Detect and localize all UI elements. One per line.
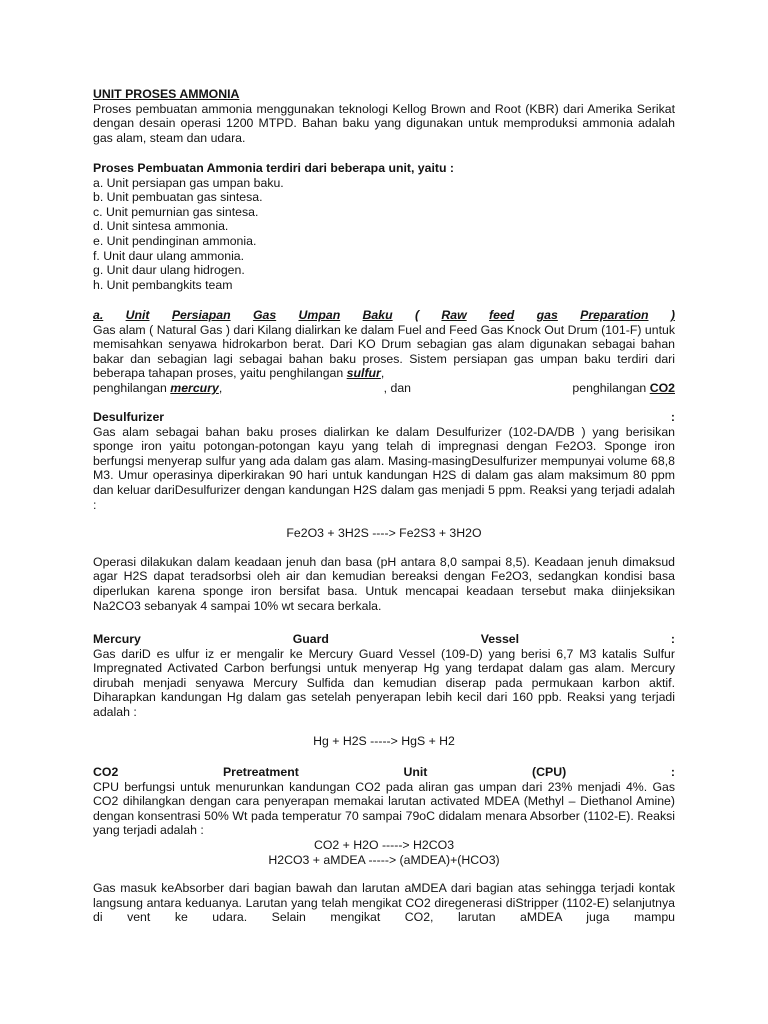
desulfurizer-body-2: Operasi dilakukan dalam keadaan jenuh dan basa (pH antara 8,0 sampai 8,5). Keadaan jenuh dimaksud agar H2S dapat teradsorbsi oleh air dan kemudian bereaksi dengan Fe2O3, sedangkan kondisi basa diperlukan karena sponge iron bersifat basa. Untuk mencapai keadaan tersebut maka diinjeksikan Na2CO3 sebanyak 4 sampai 10% wt secara berkala. [93,554,675,613]
mercury-guard-body: Gas dariD es ulfur iz er mengalir ke Mercury Guard Vessel (109-D) yang berisi 6,7 M3 katalis Sulfur Impregnated Activated Carbon berfungsi untuk menyerap Hg yang terdapat dalam gas alam. Mercury dirubah menjadi senyawa Mercury Sulfida dan kemudian diserap pada permukaan karbon aktif. Diharapkan kandungan Hg dalam gas setelah penyerapan lebih kecil dari 160 ppb. Reaksi yang terjadi adalah : [93,646,675,719]
co2-unit-reaction-1: CO2 + H2O -----> H2CO3 [313,837,455,852]
co2-unit-body-2: Gas masuk keAbsorber dari bagian bawah dan larutan aMDEA dari bagian atas sehingga terjadi kontak langsung antara keduanya. Larutan yang telah mengikat CO2 diregenerasi diStripper (1102-E) selanjutnya di vent ke udara. Selain mengikat CO2, larutan aMDEA juga mampu [93,881,675,925]
list-item: d. Unit sintesa ammonia. [93,219,229,234]
co2-unit-body: CPU berfungsi untuk menurunkan kandungan CO2 pada aliran gas umpan dari 23% menjadi 4%. Gas CO2 dihilangkan dengan cara penyerapan memakai larutan activated MDEA (Methyl – Diethanol Amine) dengan konsentrasi 50% Wt pada temperatur 70 sampai 79oC didalam menara Absorber (1102-E). Reaksi yang terjadi adalah : [93,779,675,838]
document-title: UNIT PROSES AMMONIA [93,87,240,101]
section-a-last-line: penghilangan mercury, , dan penghilangan CO2 [93,380,675,395]
sulfur-term: sulfur [346,366,381,381]
desulfurizer-heading: Desulfurizer : [93,410,675,424]
co2-term: CO2 [649,380,675,395]
list-item: h. Unit pembangkits team [93,277,233,292]
mercury-guard-heading: Mercury Guard Vessel : [93,632,675,646]
intro-section [93,87,675,145]
mercury-guard-reaction: Hg + H2S -----> HgS + H2 [313,733,455,748]
units-section [93,161,675,292]
section-desulfurizer [93,410,675,613]
units-heading: Proses Pembuatan Ammonia terdiri dari beberapa unit, yaitu : [93,161,455,175]
co2-unit-heading: CO2 Pretreatment Unit (CPU) : [93,765,675,779]
list-item: c. Unit pemurnian gas sintesa. [93,204,259,219]
list-item: g. Unit daur ulang hidrogen. [93,263,245,278]
mercury-term: mercury [170,380,219,395]
list-item: e. Unit pendinginan ammonia. [93,233,257,248]
section-a-heading: a. Unit Persiapan Gas Umpan Baku ( Raw feed gas Preparation ) [93,308,675,322]
section-raw-feed-gas [93,308,675,396]
units-list [93,176,675,293]
list-item: f. Unit daur ulang ammonia. [93,248,245,263]
section-mercury-guard [93,632,675,748]
desulfurizer-body: Gas alam sebagai bahan baku proses dialirkan ke dalam Desulfurizer (102-DA/DB ) yang berisikan sponge iron yaitu potongan-potongan kayu yang telah di impregnasi dengan Fe2O3. Sponge iron berfungsi menyerap sulfur yang ada dalam gas alam. Masing-masingDesulfurizer mempunyai volume 68,8 M3. Umur operasinya diperkirakan 90 hari untuk kandungan H2S di dalam gas alam maksimum 80 ppm dan keluar dariDesulfurizer dengan kandungan H2S dalam gas menjadi 5 ppm. Reaksi yang terjadi adalah : [93,424,675,512]
co2-unit-reaction-2: H2CO3 + aMDEA -----> (aMDEA)+(HCO3) [268,852,500,867]
list-item: b. Unit pembuatan gas sintesa. [93,190,263,205]
intro-paragraph: Proses pembuatan ammonia menggunakan teknologi Kellog Brown and Root (KBR) dari Amerika Serikat dengan desain operasi 1200 MTPD. Bahan baku yang digunakan untuk memproduksi ammonia adalah gas alam, steam dan udara. [93,101,675,145]
desulfurizer-reaction: Fe2O3 + 3H2S ----> Fe2S3 + 3H2O [286,526,482,541]
section-a-body: Gas alam ( Natural Gas ) dari Kilang dialirkan ke dalam Fuel and Feed Gas Knock Out Drum (101-F) untuk memisahkan senyawa hidrokarbon berat. Dari KO Drum sebagian gas alam digunakan sebagai bahan bakar dan sebagian lagi sebagai bahan baku proses. Sistem persiapan gas umpan baku terdiri dari beberapa tahapan proses, yaitu penghilangan sulfur, [93,322,675,381]
list-item: a. Unit persiapan gas umpan baku. [93,175,284,190]
section-co2-pretreatment [93,765,675,925]
